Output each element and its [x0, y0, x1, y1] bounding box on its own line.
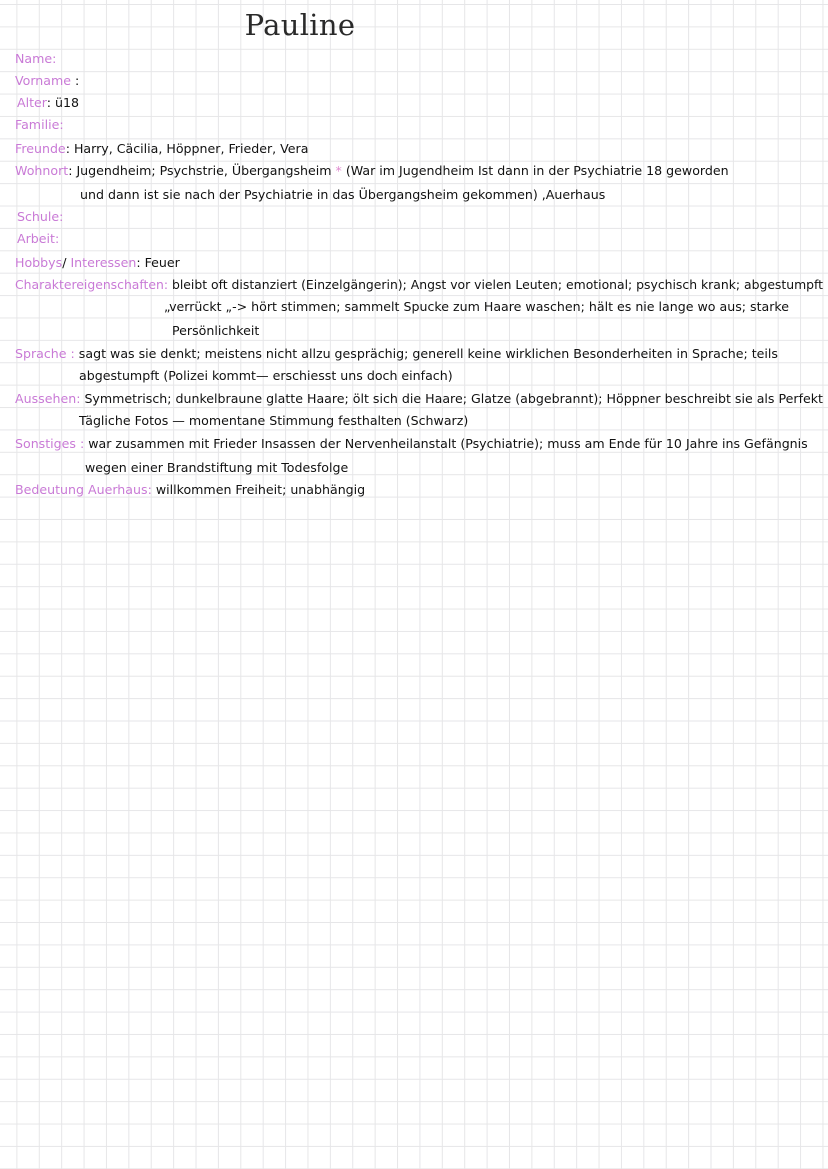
field-charakter-line3: Persönlichkeit: [172, 323, 260, 338]
page-title: Pauline: [244, 8, 356, 42]
field-separator: :: [65, 141, 70, 156]
field-label: Arbeit: [17, 231, 55, 246]
field-separator: :: [68, 163, 73, 178]
field-value-continued: (War im Jugendheim Ist dann in der Psychiatrie 18 geworden: [341, 163, 729, 178]
field-bedeutung-auerhaus: [15, 481, 365, 499]
field-value: Feuer: [140, 255, 180, 270]
field-separator: :: [163, 277, 169, 292]
field-label: Charaktereigenschaften: [15, 277, 164, 292]
field-value: war zusammen mit Frieder Insassen der Nervenheilanstalt (Psychiatrie); muss am Ende für 10 Jahre ins Gefängnis: [84, 436, 808, 451]
field-separator: :: [71, 73, 80, 88]
field-separator: :: [66, 346, 75, 361]
field-sprache-line2: abgestumpft (Polizei kommt— erschiesst uns doch einfach): [79, 368, 453, 383]
field-separator: :: [52, 51, 57, 66]
field-separator: :: [75, 436, 85, 451]
field-vorname: [15, 72, 79, 90]
field-wohnort: [15, 162, 729, 180]
field-separator: :: [59, 209, 64, 224]
field-label: Bedeutung Auerhaus: [15, 482, 148, 497]
field-label: Hobbys: [15, 255, 63, 270]
field-label: Schule: [17, 209, 60, 224]
field-separator: :: [59, 117, 64, 132]
field-alter: [17, 94, 79, 112]
field-separator: :: [136, 255, 141, 270]
field-charakter-line2: „verrückt „-> hört stimmen; sammelt Spucke zum Haare waschen; hält es nie lange wo aus; starke: [164, 299, 789, 314]
field-label: Name: [15, 51, 53, 66]
field-separator: :: [147, 482, 152, 497]
field-separator: :: [76, 391, 81, 406]
field-value: bleibt oft distanziert (Einzelgängerin); Angst vor vielen Leuten; emotional; psychisch krank; abgestumpft: [168, 277, 824, 292]
field-separator: :: [46, 95, 52, 110]
field-label-secondary: Interessen: [66, 255, 137, 270]
field-value: Harry, Cäcilia, Höppner, Frieder, Vera: [69, 141, 309, 156]
field-arbeit: [17, 230, 59, 248]
field-value: sagt was sie denkt; meistens nicht allzu gesprächig; generell keine wirklichen Besonderheiten in Sprache; teils: [74, 346, 778, 361]
field-sprache: [15, 345, 778, 363]
field-charakter: [15, 276, 823, 294]
field-label: Wohnort: [15, 163, 69, 178]
field-aussehen-line2: Tägliche Fotos — momentane Stimmung festhalten (Schwarz): [79, 413, 469, 428]
field-label: Sonstiges: [15, 436, 76, 451]
field-sonstiges: [15, 435, 808, 453]
field-wohnort-line2: und dann ist sie nach der Psychiatrie in das Übergangsheim gekommen) ,Auerhaus: [80, 187, 606, 202]
field-label: Aussehen: [15, 391, 77, 406]
field-label: Familie: [15, 117, 60, 132]
field-name: [15, 50, 56, 68]
field-hobbys: [15, 254, 180, 272]
field-separator: :: [54, 231, 60, 246]
field-value: Jugendheim; Psychstrie, Übergangsheim: [72, 163, 336, 178]
field-aussehen: [15, 390, 823, 408]
field-label: Alter: [17, 95, 47, 110]
field-familie: [15, 116, 64, 134]
field-sonstiges-line2: wegen einer Brandstiftung mit Todesfolge: [85, 460, 349, 475]
asterisk-mark: *: [335, 163, 342, 178]
field-label: Vorname: [15, 73, 72, 88]
field-slash: /: [62, 255, 67, 270]
field-value: ü18: [51, 95, 80, 110]
field-schule: [17, 208, 63, 226]
field-label: Sprache: [15, 346, 67, 361]
field-value: Symmetrisch; dunkelbraune glatte Haare; ölt sich die Haare; Glatze (abgebrannt); Höppner beschreibt sie als Perfekt: [80, 391, 823, 406]
field-value: willkommen Freiheit; unabhängig: [151, 482, 366, 497]
field-freunde: [15, 140, 308, 158]
field-label: Freunde: [15, 141, 66, 156]
